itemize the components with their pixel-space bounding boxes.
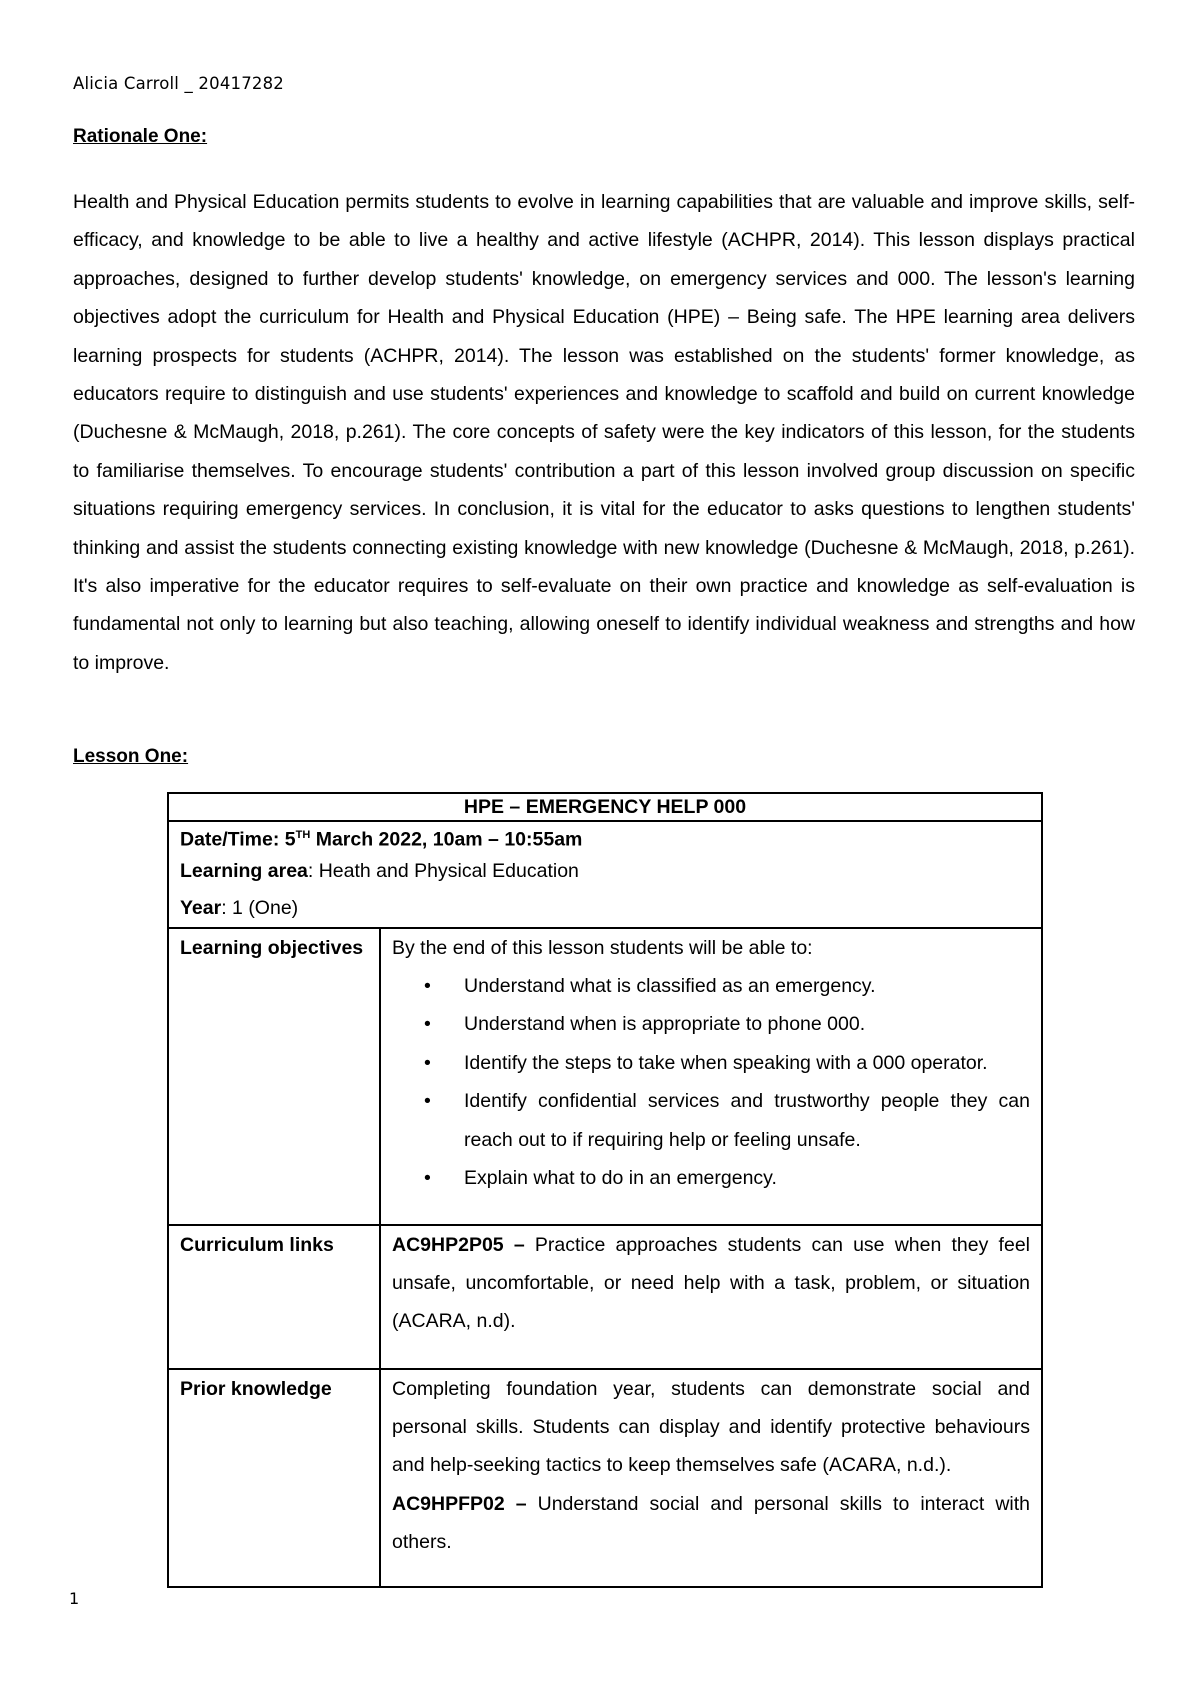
prior-knowledge-cell bbox=[380, 1369, 1042, 1587]
table-title: HPE – EMERGENCY HELP 000 bbox=[168, 793, 1042, 821]
objectives-list bbox=[392, 967, 1030, 1197]
objective-item: • Understand what is classified as an emergency. bbox=[464, 967, 1030, 1005]
year-line bbox=[180, 890, 1030, 927]
curriculum-cell bbox=[380, 1225, 1042, 1369]
lesson-plan-table bbox=[167, 792, 1043, 1588]
objectives-label: Learning objectives bbox=[168, 928, 380, 1225]
objective-item: • Explain what to do in an emergency. bbox=[464, 1159, 1030, 1197]
curriculum-text: Practice approaches students can use when they feel unsafe, uncomfortable, or need help with a task, problem, or situation (ACARA, n.d). bbox=[392, 1233, 1030, 1333]
date-time-line bbox=[180, 822, 1030, 853]
rationale-paragraph: Health and Physical Education permits students to evolve in learning capabilities that are valuable and improve skills, self-efficacy, and knowledge to be able to live a healthy and active lifestyle (ACHPR, 2014). This lesson displays practical approaches, designed to further develop students' knowledge, on emergency services and 000. The lesson's learning objectives adopt the curriculum for Health and Physical Education (HPE) – Being safe. The HPE learning area delivers learning prospects for students (ACHPR, 2014). The lesson was established on the students' former knowledge, as educators require to distinguish and use students' experiences and knowledge to scaffold and build on current knowledge (Duchesne & McMaugh, 2018, p.261). The core concepts of safety were the key indicators of this lesson, for the students to familiarise themselves. To encourage students' contribution a part of this lesson involved group discussion on specific situations requiring emergency services. In conclusion, it is vital for the educator to asks questions to lengthen students' thinking and assist the students connecting existing knowledge with new knowledge (Duchesne & McMaugh, 2018, p.261). It's also imperative for the educator requires to self-evaluate on their own practice and knowledge as self-evaluation is fundamental not only to learning but also teaching, allowing oneself to identify individual weakness and strengths and how to improve. bbox=[73, 191, 1135, 674]
prior-knowledge-code-line bbox=[392, 1485, 1030, 1562]
curriculum-code: AC9HP2P05 – bbox=[392, 1233, 525, 1256]
curriculum-label: Curriculum links bbox=[168, 1225, 380, 1369]
objectives-cell bbox=[380, 928, 1042, 1225]
date-label: Date/Time: 5 bbox=[180, 828, 296, 851]
learning-area-value: : Heath and Physical Education bbox=[307, 859, 579, 882]
prior-code: AC9HPFP02 – bbox=[392, 1492, 527, 1515]
year-label: Year bbox=[180, 896, 222, 919]
objective-item: • Understand when is appropriate to phone 000. bbox=[464, 1005, 1030, 1043]
rationale-heading: Rationale One: bbox=[73, 126, 208, 147]
prior-knowledge-label: Prior knowledge bbox=[168, 1369, 380, 1587]
learning-area-line bbox=[180, 853, 1030, 890]
author-header: Alicia Carroll _ 20417282 bbox=[73, 74, 285, 93]
objectives-intro: By the end of this lesson students will be able to: bbox=[392, 936, 813, 959]
date-value: March 2022, 10am – 10:55am bbox=[310, 828, 583, 851]
page-number: 1 bbox=[69, 1589, 80, 1608]
prior-code-text: Understand social and personal skills to interact with others. bbox=[392, 1492, 1031, 1554]
objective-item: • Identify the steps to take when speaking with a 000 operator. bbox=[464, 1044, 1030, 1082]
date-superscript: TH bbox=[295, 829, 311, 841]
lesson-meta-cell bbox=[168, 821, 1042, 928]
lesson-heading: Lesson One: bbox=[73, 746, 189, 767]
learning-area-label: Learning area bbox=[180, 859, 308, 882]
prior-knowledge-text: Completing foundation year, students can demonstrate social and personal skills. Students can display and identify protective behaviours and help-seeking tactics to keep themselves safe (ACARA, n.d.). bbox=[392, 1377, 1030, 1477]
objective-item: • Identify confidential services and trustworthy people they can reach out to if requiring help or feeling unsafe. bbox=[464, 1082, 1030, 1159]
year-value: : 1 (One) bbox=[221, 896, 299, 919]
